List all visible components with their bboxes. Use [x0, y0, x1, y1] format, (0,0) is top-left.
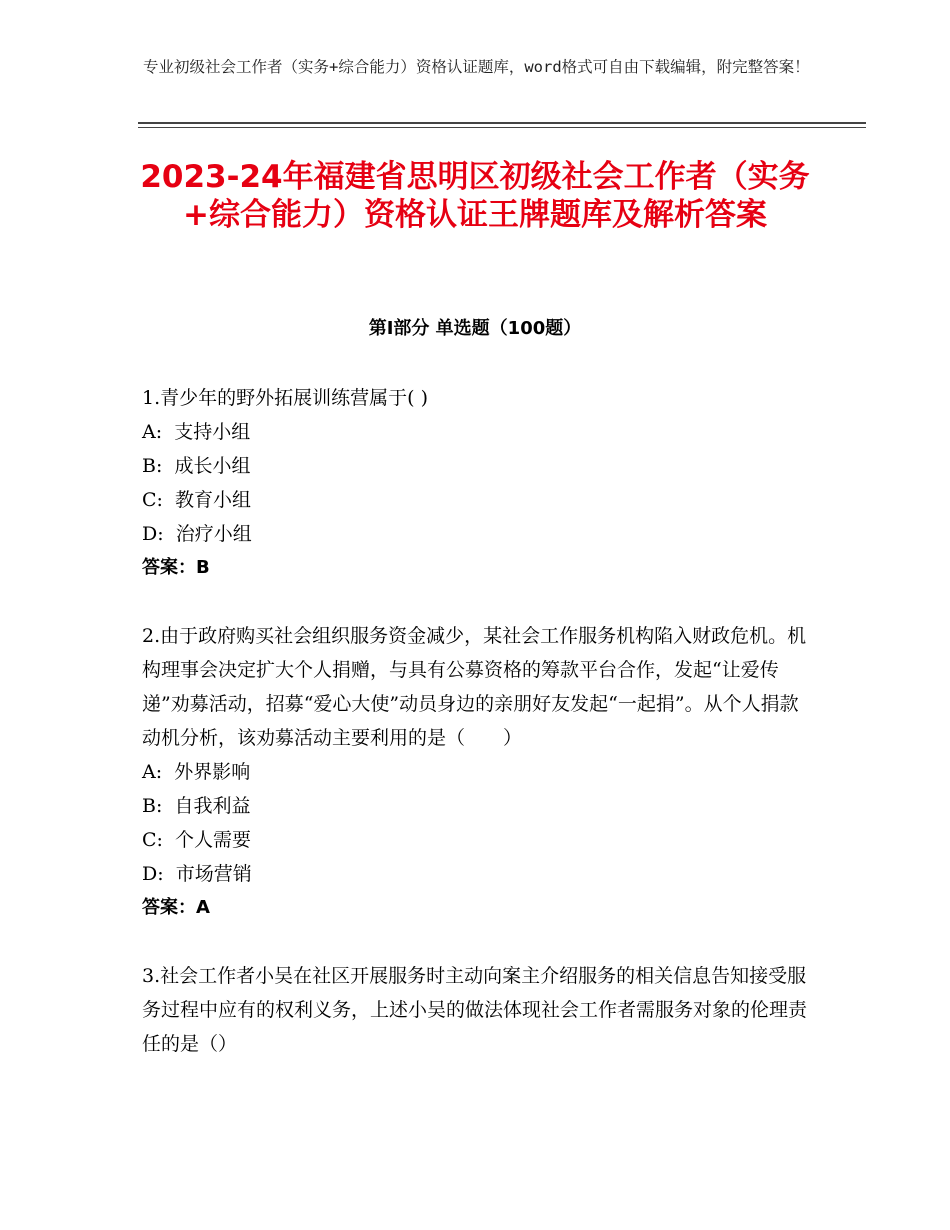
option-b: B: 自我利益	[142, 795, 251, 817]
question-1	[142, 381, 807, 585]
section-title: 第Ⅰ部分 单选题（100题）	[368, 318, 582, 339]
option-d: D: 市场营销	[142, 863, 252, 885]
header-divider-thin	[138, 127, 866, 128]
question-stem: 1.青少年的野外拓展训练营属于( )	[142, 387, 428, 409]
question-3	[142, 959, 807, 1061]
question-stem: 2.由于政府购买社会组织服务资金减少，某社会工作服务机构陷入财政危机。机构理事会决定扩大个人捐赠，与具有公募资格的筹款平台合作，发起“让爱传递”劝募活动，招募“爱心大使”动员身边的亲朋好友发起“一起捐”。从个人捐款动机分析，该劝募活动主要利用的是（ ）	[142, 625, 807, 749]
question-stem: 3.社会工作者小吴在社区开展服务时主动向案主介绍服务的相关信息告知接受服务过程中应有的权利义务，上述小吴的做法体现社会工作者需服务对象的伦理责任的是（）	[142, 965, 808, 1055]
option-d: D: 治疗小组	[142, 523, 252, 545]
answer: 答案：B	[142, 557, 210, 578]
answer: 答案：A	[142, 897, 210, 918]
document-title: 2023-24年福建省思明区初级社会工作者（实务+综合能力）资格认证王牌题库及解析答案	[140, 159, 810, 233]
header-note: 专业初级社会工作者（实务+综合能力）资格认证题库，word格式可自由下载编辑，附完整答案！	[143, 58, 810, 76]
option-a: A: 外界影响	[142, 761, 251, 783]
option-a: A: 支持小组	[142, 421, 251, 443]
question-2	[142, 619, 807, 925]
header-divider	[138, 122, 866, 124]
option-b: B: 成长小组	[142, 455, 251, 477]
option-c: C: 教育小组	[142, 489, 252, 511]
question-list	[142, 381, 807, 1095]
option-c: C: 个人需要	[142, 829, 252, 851]
